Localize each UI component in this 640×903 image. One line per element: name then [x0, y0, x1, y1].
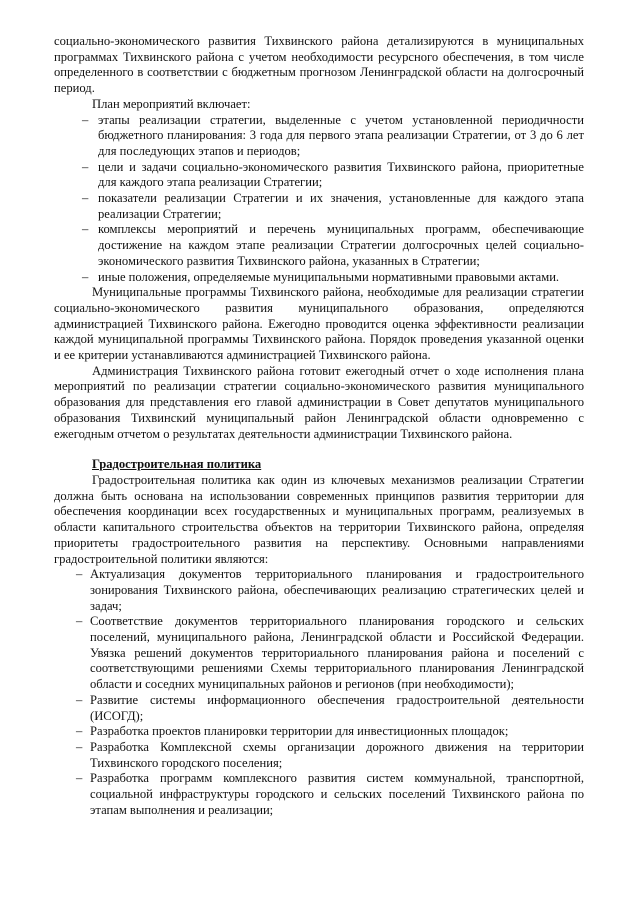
plan-intro: План мероприятий включает:: [92, 96, 251, 111]
plan-list-item: [54, 113, 584, 160]
plan-list-item: [54, 160, 584, 191]
urban-policy-item: [54, 771, 584, 818]
plan-list-item: [54, 191, 584, 222]
urban-policy-intro: Градостроительная политика как один из ключевых механизмов реализации Стратегии должна быть основана на использовании современных принципов развития территории для обеспечения координации всех государственных и муниципальных программ, реализуемых в области капитального строительства объектов на территории Тихвинского района, определяя приоритеты градостроительного развития на перспективу. Основными направлениями градостроительной политики являются:: [54, 472, 584, 566]
urban-policy-item: [54, 614, 584, 693]
list-dash: –: [82, 159, 89, 174]
intro-paragraph: социально-экономического развития Тихвинского района детализируются в муниципальных программах Тихвинского района с учетом необходимости ресурсного обеспечения, в том числе определенного в соответствии с бюджетным прогнозом Ленинградской области на долгосрочный период.: [54, 34, 584, 96]
document-page: [54, 34, 584, 818]
list-dash: –: [76, 567, 83, 582]
urban-policy-item: [54, 693, 584, 724]
urban-policy-list: [54, 567, 584, 818]
plan-item-text: цели и задачи социально-экономического развития Тихвинского района, приоритетные для каждого этапа реализации Стратегии;: [98, 159, 584, 190]
plan-item-text: показатели реализации Стратегии и их значения, установленные для каждого этапа реализации Стратегии;: [98, 191, 584, 221]
plan-item-text: иные положения, определяемые муниципальными нормативными правовыми актами.: [98, 269, 560, 284]
urban-policy-item-text: Разработка проектов планировки территории для инвестиционных площадок;: [90, 724, 509, 739]
urban-policy-item: [54, 567, 584, 614]
urban-policy-item-text: Соответствие документов территориального планирования городского и сельских поселений, муниципального района, Ленинградской области и Российской Федерации. Увязка решений документов территориального планирования района и поселений с соответствующими решениями Схемы территориального планирования Ленинградской области и соседних муниципальных районов и регионов (при необходимости);: [90, 614, 584, 692]
urban-policy-item-text: Разработка Комплексной схемы организации дорожного движения на территории Тихвинского городского поселения;: [90, 739, 584, 770]
list-dash: –: [76, 724, 83, 739]
plan-list: [54, 113, 584, 286]
section-title: Градостроительная политика: [92, 457, 262, 472]
programs-paragraph: Муниципальные программы Тихвинского района, необходимые для реализации стратегии социально-экономического развития муниципального образования, определяются администрацией Тихвинского района. Ежегодно проводится оценка эффективности реализации каждой муниципальной программы Тихвинского района. Порядок проведения указанной оценки и ее критерии устанавливаются администрацией Тихвинского района.: [54, 285, 584, 363]
urban-policy-item: [54, 724, 584, 740]
list-dash: –: [82, 191, 89, 206]
plan-item-text: комплексы мероприятий и перечень муниципальных программ, обеспечивающие достижение на каждом этапе реализации Стратегии долгосрочных целей социально-экономического развития Тихвинского района, указанных в Стратегии;: [98, 222, 584, 268]
urban-policy-item-text: Разработка программ комплексного развития систем коммунальной, транспортной, социальной инфраструктуры городского и сельских поселений Тихвинского района по этапам выполнения и реализации;: [90, 771, 584, 817]
plan-list-item: [54, 222, 584, 269]
urban-policy-item-text: Развитие системы информационного обеспечения градостроительной деятельности (ИСОГД);: [90, 692, 584, 723]
list-dash: –: [82, 222, 89, 237]
report-paragraph: Администрация Тихвинского района готовит ежегодный отчет о ходе исполнения плана мероприятий по реализации стратегии социально-экономического развития муниципального образования для представления его главой администрации в Совет депутатов муниципального образования Тихвинский муниципальный район Ленинградской области одновременно с ежегодным отчетом о результатах деятельности администрации Тихвинского района.: [54, 363, 584, 441]
urban-policy-item: [54, 740, 584, 771]
plan-item-text: этапы реализации стратегии, выделенные с учетом установленной периодичности бюджетного планирования: 3 года для первого этапа реализации Стратегии, от 3 до 6 лет для последующих этапов и периодов;: [98, 112, 584, 158]
list-dash: –: [76, 692, 83, 707]
urban-policy-item-text: Актуализация документов территориального планирования и градостроительного зонирования Тихвинского района, обеспечивающих реализацию стратегических целей и задач;: [90, 567, 584, 613]
section-gap: [54, 442, 584, 457]
list-dash: –: [76, 771, 83, 786]
list-dash: –: [76, 614, 83, 629]
list-dash: –: [82, 112, 89, 127]
plan-list-item: [54, 270, 584, 286]
list-dash: –: [76, 739, 83, 754]
list-dash: –: [82, 269, 89, 284]
